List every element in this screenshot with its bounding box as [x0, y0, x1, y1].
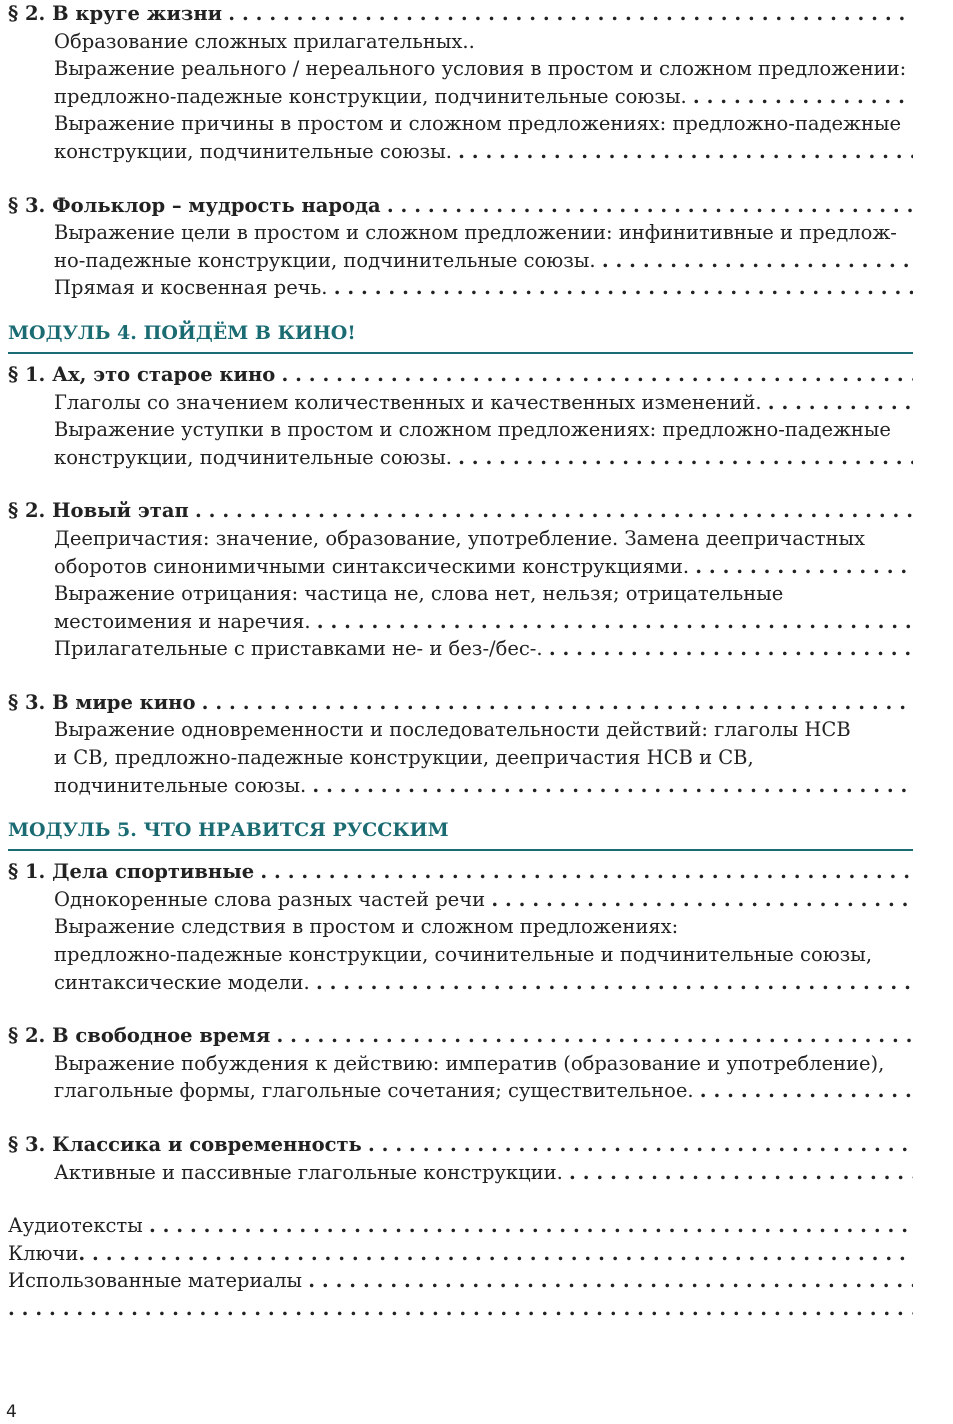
- toc-item[interactable]: предложно-падежные конструкции, сочинительные и подчинительные союзы,: [54, 943, 873, 967]
- page-number: 4: [6, 1402, 17, 1422]
- toc-section-title[interactable]: § 1. Дела спортивные . . .: [8, 858, 913, 886]
- toc-item[interactable]: Выражение уступки в простом и сложном предложениях: предложно-падежные: [54, 418, 891, 442]
- toc-item[interactable]: Активные и пассивные глагольные конструкции. . . .: [8, 1159, 913, 1187]
- toc-item[interactable]: Выражение следствия в простом и сложном предложениях:: [54, 915, 679, 939]
- toc-section-title[interactable]: § 2. Новый этап . . .: [8, 497, 913, 525]
- toc-item[interactable]: оборотов синонимичными синтаксическими конструкциями. . . .: [8, 553, 913, 581]
- toc-item[interactable]: подчинительные союзы. . . .: [8, 772, 913, 800]
- toc-item[interactable]: конструкции, подчинительные союзы. . . .: [8, 444, 913, 472]
- toc-section-title[interactable]: § 2. В свободное время . . .: [8, 1022, 913, 1050]
- toc-item[interactable]: Однокоренные слова разных частей речи . . .: [8, 886, 913, 914]
- toc-item[interactable]: Выражение цели в простом и сложном предложении: инфинитивные и предлож-: [54, 221, 897, 245]
- module-heading[interactable]: МОДУЛЬ 4. ПОЙДЁМ В КИНО!: [8, 302, 913, 354]
- toc-item[interactable]: Прилагательные с приставками не- и без-/бес-. . . .: [8, 635, 913, 663]
- toc-section-title[interactable]: § 2. В круге жизни . . .: [8, 0, 913, 28]
- dot-leader-line: [8, 1295, 913, 1323]
- toc-item[interactable]: но-падежные конструкции, подчинительные союзы. . . .: [8, 247, 913, 275]
- toc-section-title[interactable]: § 1. Ах, это старое кино . . .: [8, 361, 913, 389]
- toc-item[interactable]: Прямая и косвенная речь. . . .: [8, 274, 913, 302]
- toc-section-title[interactable]: § 3. Фольклор – мудрость народа . . .: [8, 192, 913, 220]
- appendix-materials[interactable]: Использованные материалы . . .: [8, 1267, 913, 1295]
- toc-section-title[interactable]: § 3. В мире кино . . .: [8, 689, 913, 717]
- toc-item[interactable]: синтаксические модели. . . .: [8, 969, 913, 997]
- toc-section-title[interactable]: § 3. Классика и современность . . .: [8, 1131, 913, 1159]
- toc-item[interactable]: Выражение одновременности и последовательности действий: глаголы НСВ: [54, 718, 851, 742]
- toc-item[interactable]: Выражение причины в простом и сложном предложениях: предложно-падежные: [54, 112, 902, 136]
- toc-item[interactable]: глагольные формы, глагольные сочетания; существительное. . . .: [8, 1077, 913, 1105]
- toc-item[interactable]: местоимения и наречия. . . .: [8, 608, 913, 636]
- table-of-contents: [8, 0, 913, 1323]
- toc-item[interactable]: Образование сложных прилагательных..: [54, 29, 475, 53]
- toc-item[interactable]: Выражение реального / нереального условия в простом и сложном предложении:: [54, 57, 907, 81]
- toc-item[interactable]: Глаголы со значением количественных и качественных изменений. . . .: [8, 389, 913, 417]
- appendix-keys[interactable]: Ключи . . .: [8, 1240, 913, 1268]
- module-heading[interactable]: МОДУЛЬ 5. ЧТО НРАВИТСЯ РУССКИМ: [8, 799, 913, 851]
- toc-item[interactable]: Выражение отрицания: частица не, слова нет, нельзя; отрицательные: [54, 582, 784, 606]
- toc-item[interactable]: конструкции, подчинительные союзы. . . .: [8, 138, 913, 166]
- toc-item[interactable]: и СВ, предложно-падежные конструкции, деепричастия НСВ и СВ,: [54, 746, 754, 770]
- appendix-audiotexts[interactable]: Аудиотексты . . .: [8, 1212, 913, 1240]
- toc-item[interactable]: Выражение побуждения к действию: императив (образование и употребление),: [54, 1051, 885, 1075]
- toc-item[interactable]: предложно-падежные конструкции, подчинительные союзы. . . .: [8, 83, 913, 111]
- toc-item[interactable]: Деепричастия: значение, образование, употребление. Замена деепричастных: [54, 526, 866, 550]
